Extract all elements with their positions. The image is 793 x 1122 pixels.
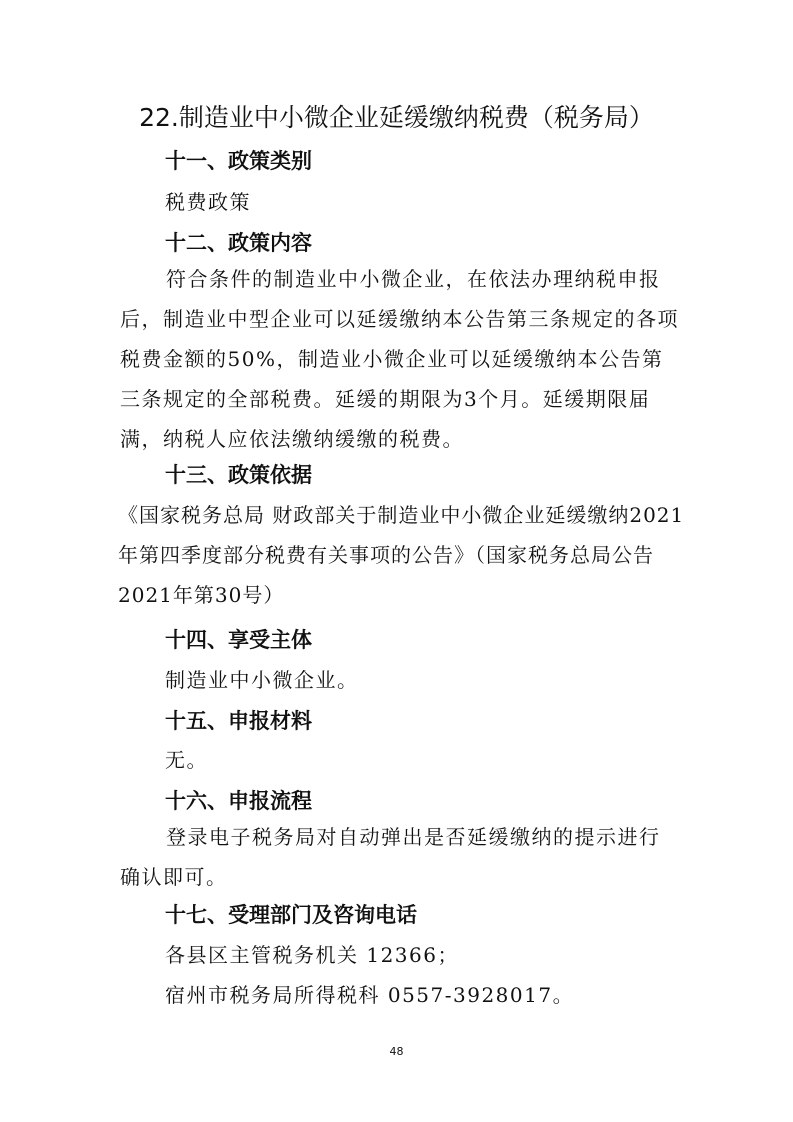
document-title: 22.制造业中小微企业延缓缴纳税费（税务局） (139, 103, 654, 132)
heading-policy-content: 十二、政策内容 (165, 231, 312, 255)
heading-beneficiary: 十四、享受主体 (165, 628, 312, 652)
heading-policy-basis: 十三、政策依据 (165, 463, 312, 487)
policy-category-text: 税费政策 (165, 190, 251, 214)
heading-contact: 十七、受理部门及咨询电话 (165, 903, 417, 927)
process-text: 登录电子税务局对自动弹出是否延缓缴纳的提示进行确认即可。 (120, 825, 661, 889)
policy-content-text: 符合条件的制造业中小微企业，在依法办理纳税申报后，制造业中型企业可以延缓缴纳本公告第三条规定的各项税费金额的50%，制造业小微企业可以延缓缴纳本公告第三条规定的全部税费。延缓的期限为3个月。延缓期限届满，纳税人应依法缴纳缓缴的税费。 (120, 267, 679, 451)
heading-policy-category: 十一、政策类别 (165, 149, 312, 173)
beneficiary-text: 制造业中小微企业。 (165, 668, 359, 692)
contact-line-city: 宿州市税务局所得税科 0557-3928017。 (165, 983, 575, 1007)
heading-process: 十六、申报流程 (165, 789, 312, 813)
contact-line-county: 各县区主管税务机关 12366； (165, 943, 459, 967)
materials-text: 无。 (165, 748, 208, 772)
page-number: 48 (389, 1045, 404, 1058)
heading-materials: 十五、申报材料 (165, 709, 312, 733)
policy-basis-text: 《国家税务总局 财政部关于制造业中小微企业延缓缴纳2021年第四季度部分税费有关事项的公告》（国家税务总局公告2021年第30号） (118, 503, 685, 607)
